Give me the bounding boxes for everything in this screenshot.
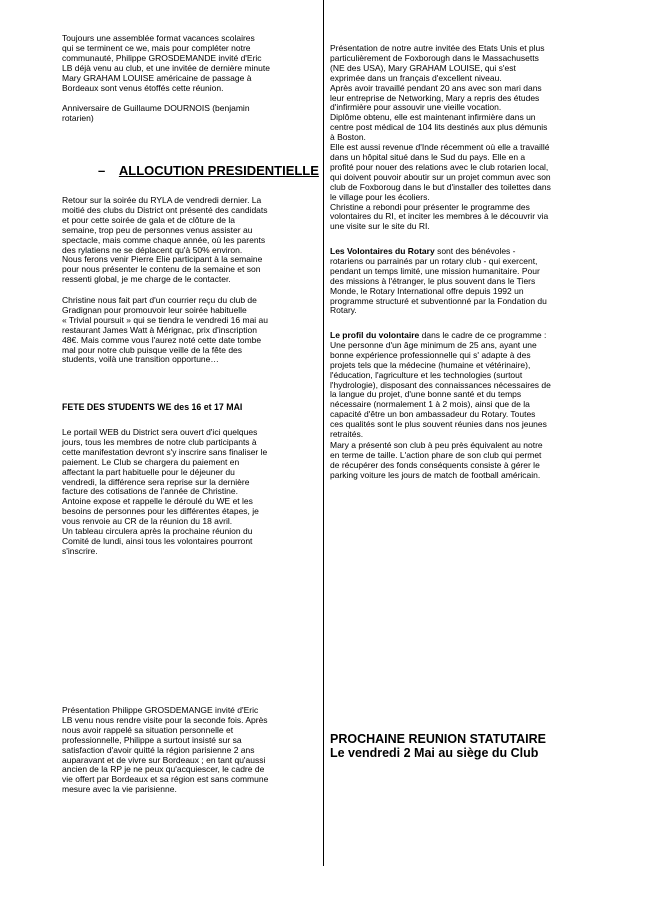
text-line: ancien de la RP je ne peux qu'acquiescer, le cadre de — [62, 764, 265, 775]
volunteers-paragraph — [330, 247, 547, 316]
text-line: (NE des USA), Mary GRAHAM LOUISE, qui s'est — [330, 62, 516, 73]
text-line: Présentation Philippe GROSDEMANGE invité d'Eric — [62, 705, 259, 715]
text-line: Après avoir travaillé pendant 20 ans avec son mari dans — [330, 82, 542, 93]
text-line: « Trivial poursuit » qui se tiendra le vendredi 16 mai au — [62, 314, 269, 325]
students-fete-heading: FETE DES STUDENTS WE des 16 et 17 MAI — [62, 402, 243, 412]
text-line: qui doivent pouvoir aboutir sur un projet commun avec son — [330, 171, 551, 182]
presidential-address-heading — [98, 163, 319, 178]
text-line: Mary a présenté son club à peu près équivalent au notre — [330, 440, 543, 450]
philippe-paragraph — [62, 706, 268, 795]
text-line: qui se terminent ce we, mais pour compléter notre — [62, 42, 251, 53]
anniversary-paragraph — [62, 104, 250, 124]
text-line: satisfaction d'avoir quitté la région parisienne 2 ans — [62, 744, 255, 755]
students-paragraph — [62, 428, 267, 557]
next-meeting-date: Le vendredi 2 Mai au siège du Club — [330, 746, 539, 760]
text-line: des rylatiens ne se déplacent qu'à 50% environ. — [62, 244, 243, 255]
text-line: Un tableau circulera après la prochaine réunion du — [62, 526, 253, 537]
text-line: une visite sur le site du RI. — [330, 221, 430, 232]
text-line: Bordeaux sont venus étoffés cette réunion. — [62, 82, 224, 93]
text-line: particulièrement de Foxborough dans le Massachusetts — [330, 52, 539, 63]
text-line: spectacle, mais comme chaque année, où les parents — [62, 234, 266, 245]
volunteers-first-rest: sont des bénévoles - — [434, 246, 516, 256]
text-line: la langue du projet, d'une bonne santé et du temps — [330, 389, 522, 400]
text-line: leur entreprise de Networking, Mary a repris des études — [330, 92, 540, 103]
volunteers-rest — [330, 257, 547, 316]
volunteers-bold: Les Volontaires du Rotary — [330, 246, 435, 256]
text-line: nécessaire (normalement 1 à 2 mois), ainsi que de la — [330, 399, 530, 410]
text-line: semaine, trop peu de personnes venus assister au — [62, 224, 253, 235]
heading-text: ALLOCUTION PRESIDENTIELLE — [118, 163, 319, 178]
text-line: affectant la part habituelle pour le déjeuner du — [62, 466, 235, 477]
text-line: ces qualités sont le plus souvent réunies dans nos jeunes — [330, 419, 547, 430]
text-line: restaurant James Watt à Mérignac, prix d'inscription — [62, 324, 257, 335]
text-line: en terme de taille. L'action phare de son club qui permet — [330, 449, 542, 460]
text-line: projets tels que la médecine (humaine et vétérinaire), — [330, 359, 531, 370]
text-line: rotarien) — [62, 112, 94, 123]
text-line: de récupérer des fonds conséquents consiste à gérer le — [330, 459, 540, 470]
text-line: Une personne d'un âge minimum de 25 ans, ayant une — [330, 339, 537, 350]
text-line: club de Foxboroug dans le but d'installer des toilettes dans — [330, 181, 551, 192]
text-line: jours, tous les membres de notre club participants à — [62, 436, 257, 447]
text-line: pour nous présenter le contenu de la semaine et son — [62, 264, 261, 275]
text-line: volontaires du RI, et inciter les membres à le découvrir via — [330, 211, 549, 222]
text-line: communauté, Philippe GROSDEMANDE invité d'Eric — [62, 52, 262, 63]
gradignan-paragraph — [62, 296, 268, 365]
profile-paragraph — [330, 331, 551, 440]
text-line: Toujours une assemblée format vacances scolaires — [62, 33, 255, 43]
text-line: Nous ferons venir Pierre Elie participant à la semaine — [62, 254, 263, 265]
text-line: Antoine expose et rappelle le déroulé du WE et les — [62, 496, 253, 507]
text-line: cette manifestation devront s'y inscrire sans finaliser le — [62, 446, 268, 457]
text-line: à Boston. — [330, 132, 366, 143]
text-line: exprimée dans un français d'excellent niveau. — [330, 72, 502, 83]
column-divider — [323, 0, 324, 866]
text-line: mesure avec la vie parisienne. — [62, 784, 177, 795]
text-line: paiement. Le Club se chargera du paiement en — [62, 456, 240, 467]
text-line: des missions à l'étranger, le plus souvent dans le Tiers — [330, 275, 536, 286]
text-line: s'inscrire. — [62, 545, 98, 556]
mary-club-paragraph — [330, 441, 543, 481]
text-line: mal pour notre club puisque veille de la fête des — [62, 344, 243, 355]
text-line: facture des cotisations de l'année de Christine. — [62, 486, 238, 497]
text-line: Comité de lundi, ainsi tous les volontaires pourront — [62, 535, 253, 546]
text-line: rotariens ou parrainés par un rotary club - qui exercent, — [330, 255, 538, 266]
heading-dash: – — [98, 163, 106, 178]
text-line: 48€. Mais comme vous l'aurez noté cette date tombe — [62, 334, 262, 345]
text-line: Christine a rebondi pour présenter le programme des — [330, 201, 530, 212]
text-line: nous avoir rappelé sa situation personnelle et — [62, 724, 234, 735]
text-line: centre post médical de 104 lits destinés aux plus démunis — [330, 122, 548, 133]
text-line: pendant un temps limité, une mission humanitaire. Pour — [330, 265, 540, 276]
text-line: LB déjà venu au club, et une invitée de dernière minute — [62, 62, 270, 73]
text-line: Christine nous fait part d'un courrier reçu du club de — [62, 295, 257, 305]
text-line: l'hydrologie), disposant des connaissances nécessaires de — [330, 379, 551, 390]
text-line: moitié des clubs du District ont présenté des candidats — [62, 204, 268, 215]
text-line: retraités. — [330, 429, 364, 440]
text-line: d'infirmière pour assouvir une vieille vocation. — [330, 102, 502, 113]
text-line: vous renvoie au CR de la réunion du 18 avril. — [62, 516, 233, 527]
text-line: LB venu nous rendre visite pour la seconde fois. Après — [62, 714, 268, 725]
intro-paragraph — [62, 34, 270, 93]
text-line: Rotary. — [330, 305, 357, 316]
text-line: parking voiture les jours de match de football américain. — [330, 469, 541, 480]
text-line: Le portail WEB du District sera ouvert d'ici quelques — [62, 427, 258, 437]
text-line: l'éducation, l'agriculture et les technologies (surtout — [330, 369, 523, 380]
profile-bold: Le profil du volontaire — [330, 330, 420, 340]
next-meeting-title: PROCHAINE REUNION STATUTAIRE — [330, 732, 546, 746]
profile-first-rest: dans le cadre de ce programme : — [419, 330, 547, 340]
text-line: Diplôme obtenu, elle est maintenant infirmière dans un — [330, 112, 536, 123]
text-line: Mary GRAHAM LOUISE américaine de passage à — [62, 72, 252, 83]
text-line: Monde, le Rotary International offre depuis 1992 un — [330, 285, 524, 296]
ryla-paragraph — [62, 196, 268, 285]
text-line: ressenti global, je me charge de le contacter. — [62, 274, 231, 285]
text-line: besoins de personnes pour les différentes étapes, je — [62, 506, 259, 517]
text-line: Anniversaire de Guillaume DOURNOIS (benjamin — [62, 103, 250, 113]
text-line: bonne expérience professionnelle qui s' adapte à des — [330, 349, 531, 360]
text-line: le village pour les écoliers. — [330, 191, 430, 202]
text-line: students, voilà une transition opportune… — [62, 354, 219, 365]
text-line: professionnelle, Philippe a surtout insisté sur sa — [62, 734, 242, 745]
text-line: profité pour nouer des relations avec le club rotarien local, — [330, 161, 549, 172]
text-line: Présentation de notre autre invitée des Etats Unis et plus — [330, 43, 545, 53]
text-line: Gradignan pour promouvoir leur soirée habituelle — [62, 304, 247, 315]
text-line: Elle est aussi revenue d'Inde récemment où elle a travaillé — [330, 142, 550, 153]
mary-paragraph — [330, 44, 551, 232]
text-line: dans un hôpital situé dans le Sud du pays. Elle en a — [330, 151, 526, 162]
profile-rest — [330, 341, 551, 440]
text-line: capacité d'être un bon ambassadeur du Rotary. Toutes — [330, 409, 536, 420]
text-line: vie offert par Bordeaux et sa région est sans commune — [62, 774, 269, 785]
text-line: vendredi, la différence sera reprise sur la dernière — [62, 476, 250, 487]
text-line: programme structuré et subventionné par la Fondation du — [330, 295, 547, 306]
text-line: et pour cette soirée de gala et de clôture de la — [62, 214, 235, 225]
text-line: Retour sur la soirée du RYLA de vendredi dernier. La — [62, 195, 262, 205]
text-line: auparavant et de vivre sur Bordeaux ; en tant qu'aussi — [62, 754, 266, 765]
